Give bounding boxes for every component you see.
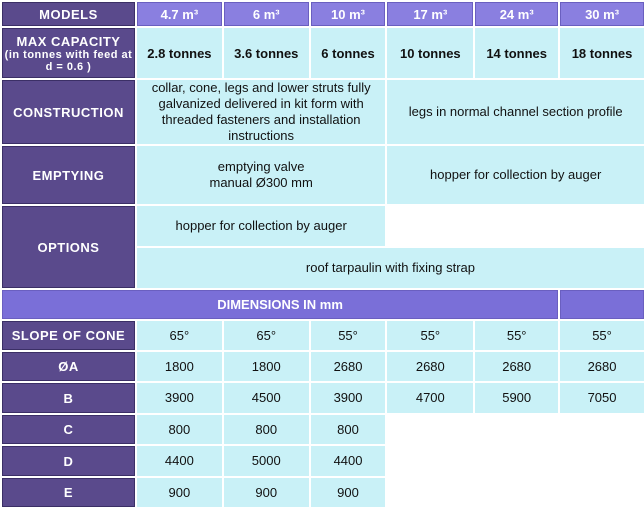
dim-d-label: D bbox=[2, 446, 135, 476]
diameter-a-label: ØA bbox=[2, 352, 135, 381]
dimensions-title: DIMENSIONS IN mm bbox=[2, 290, 558, 319]
capacity-value: 10 tonnes bbox=[387, 28, 473, 78]
slope-value: 55° bbox=[475, 321, 558, 350]
options-label: OPTIONS bbox=[2, 206, 135, 288]
dim-b-value: 3900 bbox=[137, 383, 222, 413]
dim-c-value: 800 bbox=[311, 415, 386, 444]
dim-e-value: 900 bbox=[137, 478, 222, 507]
diameter-a-value: 2680 bbox=[475, 352, 558, 381]
options-roof-tarpaulin: roof tarpaulin with fixing strap bbox=[137, 248, 644, 288]
dim-d-value: 4400 bbox=[311, 446, 386, 476]
capacity-label: MAX CAPACITY bbox=[16, 33, 121, 49]
slope-value: 55° bbox=[387, 321, 473, 350]
dim-e-label: E bbox=[2, 478, 135, 507]
diameter-a-value: 2680 bbox=[387, 352, 473, 381]
diameter-a-value: 2680 bbox=[311, 352, 386, 381]
model-10: 10 m³ bbox=[311, 2, 386, 26]
emptying-valve-text: emptying valve bbox=[217, 159, 305, 174]
model-6: 6 m³ bbox=[224, 2, 309, 26]
dim-c-value: 800 bbox=[224, 415, 309, 444]
dim-d-value: 5000 bbox=[224, 446, 309, 476]
slope-label: SLOPE OF CONE bbox=[2, 321, 135, 350]
models-label: MODELS bbox=[2, 2, 135, 26]
capacity-value: 14 tonnes bbox=[475, 28, 558, 78]
capacity-value: 2.8 tonnes bbox=[137, 28, 222, 78]
slope-value: 65° bbox=[137, 321, 222, 350]
dim-c-value: 800 bbox=[137, 415, 222, 444]
capacity-label-cell bbox=[2, 28, 135, 78]
capacity-value: 6 tonnes bbox=[311, 28, 386, 78]
diameter-a-value: 1800 bbox=[224, 352, 309, 381]
dim-b-value: 4700 bbox=[387, 383, 473, 413]
model-17: 17 m³ bbox=[387, 2, 473, 26]
emptying-large-models: hopper for collection by auger bbox=[387, 146, 644, 204]
diameter-a-value: 2680 bbox=[560, 352, 644, 381]
model-30: 30 m³ bbox=[560, 2, 644, 26]
diameter-a-value: 1800 bbox=[137, 352, 222, 381]
slope-value: 55° bbox=[311, 321, 386, 350]
dim-b-label: B bbox=[2, 383, 135, 413]
model-4-7: 4.7 m³ bbox=[137, 2, 222, 26]
construction-label: CONSTRUCTION bbox=[2, 80, 135, 144]
dimensions-title-end bbox=[560, 290, 644, 319]
dim-e-value: 900 bbox=[224, 478, 309, 507]
dim-c-label: C bbox=[2, 415, 135, 444]
capacity-sub-label: (in tonnes with feed at d = 0.6 ) bbox=[4, 48, 133, 73]
dim-b-value: 7050 bbox=[560, 383, 644, 413]
dim-b-value: 5900 bbox=[475, 383, 558, 413]
emptying-label: EMPTYING bbox=[2, 146, 135, 204]
slope-value: 55° bbox=[560, 321, 644, 350]
dim-d-value: 4400 bbox=[137, 446, 222, 476]
options-hopper: hopper for collection by auger bbox=[137, 206, 385, 246]
capacity-value: 3.6 tonnes bbox=[224, 28, 309, 78]
dim-e-value: 900 bbox=[311, 478, 386, 507]
emptying-small-models bbox=[137, 146, 385, 204]
construction-small-models: collar, cone, legs and lower struts fully galvanized delivered in kit form with threaded fasteners and installation instructions bbox=[137, 80, 385, 144]
model-24: 24 m³ bbox=[475, 2, 558, 26]
dim-b-value: 3900 bbox=[311, 383, 386, 413]
dim-b-value: 4500 bbox=[224, 383, 309, 413]
slope-value: 65° bbox=[224, 321, 309, 350]
capacity-value: 18 tonnes bbox=[560, 28, 644, 78]
emptying-valve-size: manual Ø300 mm bbox=[209, 175, 313, 190]
construction-large-models: legs in normal channel section profile bbox=[387, 80, 644, 144]
